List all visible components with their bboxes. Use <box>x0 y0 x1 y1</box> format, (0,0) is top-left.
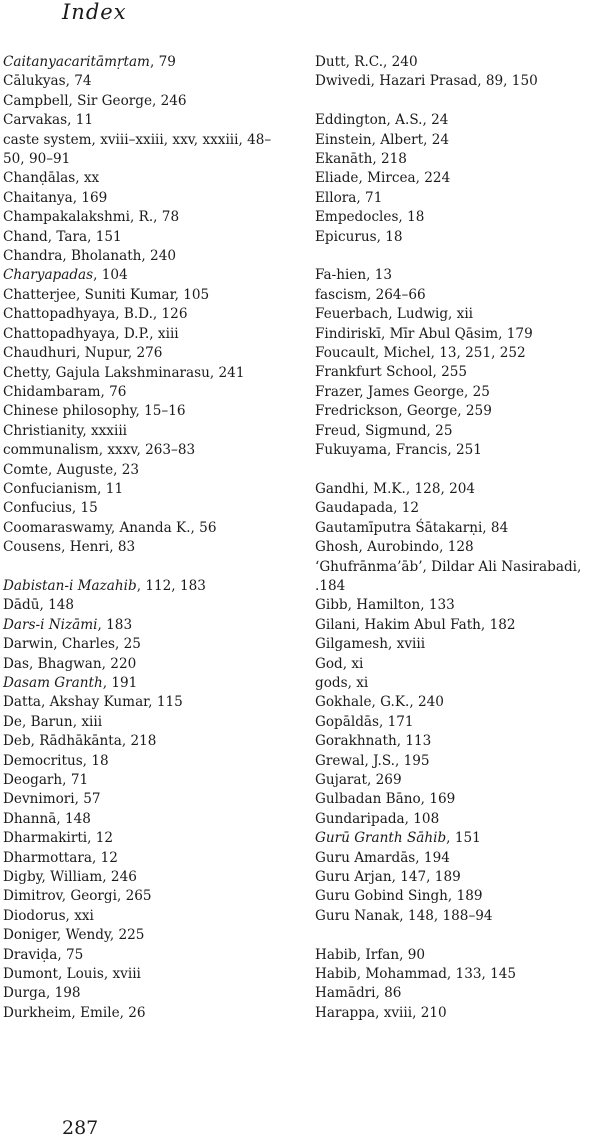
index-entry: Durkheim, Emile, 26 <box>3 1004 146 1021</box>
index-entry: Datta, Akshay Kumar, 115 <box>3 694 183 711</box>
index-entry: Gundaripada, 108 <box>315 810 440 827</box>
index-entry: gods, xi <box>315 674 369 691</box>
index-entry: De, Barun, xiii <box>3 713 103 730</box>
index-entry: Christianity, xxxiii <box>3 422 128 439</box>
index-entry: Campbell, Sir George, 246 <box>3 92 187 109</box>
index-entry: Deogarh, 71 <box>3 772 89 789</box>
index-entry: Epicurus, 18 <box>315 228 403 245</box>
index-entry <box>3 53 298 72</box>
index-entry: Chetty, Gajula Lakshminarasu, 241 <box>3 364 245 381</box>
index-entry-pages: , 79 <box>149 54 176 70</box>
index-letter-gap <box>315 461 600 480</box>
index-entry: Coomaraswamy, Ananda K., 56 <box>3 519 217 536</box>
page-header-title: Index <box>62 0 127 24</box>
index-entry: Guru Nanak, 148, 188–94 <box>315 907 493 924</box>
index-entry: Dimitrov, Georgi, 265 <box>3 888 152 905</box>
index-entry: Chattopadhyaya, B.D., 126 <box>3 306 188 323</box>
index-entry: Grewal, J.S., 195 <box>315 752 430 769</box>
index-entry: Dādū, 148 <box>3 597 75 614</box>
index-entry: Eliade, Mircea, 224 <box>315 170 451 187</box>
index-entry: Fredrickson, George, 259 <box>315 403 492 420</box>
index-entry: Habib, Irfan, 90 <box>315 946 426 963</box>
index-entry: Darwin, Charles, 25 <box>3 636 141 653</box>
index-entry-pages: , 191 <box>102 674 138 691</box>
index-entry: Cousens, Henri, 83 <box>3 539 136 556</box>
index-entry: communalism, xxxv, 263–83 <box>3 442 196 459</box>
index-entry: Gaudapada, 12 <box>315 500 420 517</box>
index-entry: Ghosh, Aurobindo, 128 <box>315 539 474 556</box>
index-entry: Gilani, Hakim Abul Fath, 182 <box>315 616 516 633</box>
index-entry: caste system, xviii–xxiii, xxv, xxxiii, 48– <box>3 131 272 148</box>
index-entry: Gopāldās, 171 <box>315 713 414 730</box>
index-entry: Findiriskī, Mīr Abul Qāsim, 179 <box>315 325 533 342</box>
index-entry-title: Caitanyacaritāmṛtam <box>3 54 150 70</box>
index-entry-continuation: 50, 90–91 <box>3 151 71 168</box>
index-entry: Diodorus, xxi <box>3 907 94 924</box>
index-entry: Frazer, James George, 25 <box>315 383 490 400</box>
index-entry-pages: , 183 <box>97 616 133 633</box>
index-entry <box>3 674 298 693</box>
index-entry: Fa-hien, 13 <box>315 267 393 284</box>
index-entry: Confucius, 15 <box>3 500 98 517</box>
index-column-right <box>315 53 600 1023</box>
index-entry: Guru Amardās, 194 <box>315 849 450 866</box>
index-entry: Frankfurt School, 255 <box>315 364 468 381</box>
index-entry: Draviḍa, 75 <box>3 946 84 963</box>
index-entry: Gautamīputra Śātakarṇi, 84 <box>315 519 509 536</box>
index-entry: Chaitanya, 169 <box>3 189 108 206</box>
index-entry: God, xi <box>315 655 364 672</box>
index-entry: Das, Bhagwan, 220 <box>3 655 137 672</box>
index-entry <box>3 577 298 596</box>
index-entry: fascism, 264–66 <box>315 286 426 303</box>
index-entry: Foucault, Michel, 13, 251, 252 <box>315 345 526 362</box>
index-entry <box>3 266 298 285</box>
index-entry: Fukuyama, Francis, 251 <box>315 442 482 459</box>
index-entry: Habib, Mohammad, 133, 145 <box>315 966 517 983</box>
index-entry <box>315 829 600 848</box>
index-entry: Freud, Sigmund, 25 <box>315 422 453 439</box>
index-entry-title: Charyapadas <box>3 267 94 284</box>
index-letter-gap <box>315 926 600 945</box>
index-entry-title: Dars-i Nizāmi <box>3 616 98 633</box>
index-entry: Gorakhnath, 113 <box>315 733 432 750</box>
index-entry: Gandhi, M.K., 128, 204 <box>315 480 476 497</box>
index-entry-title: Gurū Granth Sāhib <box>315 830 447 847</box>
index-entry-title: Dabistan-i Mazahib <box>3 577 137 594</box>
index-entry: Harappa, xviii, 210 <box>315 1004 447 1021</box>
index-entry: Dumont, Louis, xviii <box>3 966 141 983</box>
index-entry: Empedocles, 18 <box>315 209 425 226</box>
index-letter-gap <box>315 92 600 111</box>
index-entry: Chinese philosophy, 15–16 <box>3 403 186 420</box>
index-entry: Chatterjee, Suniti Kumar, 105 <box>3 286 210 303</box>
index-entry-pages: , 151 <box>446 830 481 847</box>
index-entry: Democritus, 18 <box>3 752 109 769</box>
index-entry-title: Dasam Granth <box>3 674 103 691</box>
index-entry: Deb, Rādhākānta, 218 <box>3 733 157 750</box>
index-entry: Dwivedi, Hazari Prasad, 89, 150 <box>315 73 538 90</box>
index-entry: Doniger, Wendy, 225 <box>3 927 145 944</box>
index-letter-gap <box>3 558 298 577</box>
index-entry: Durga, 198 <box>3 985 81 1002</box>
index-entry: Gulbadan Bāno, 169 <box>315 791 456 808</box>
index-entry: Gujarat, 269 <box>315 771 402 788</box>
index-entry: Champakalakshmi, R., 78 <box>3 209 180 226</box>
index-entry: Chanḍālas, xx <box>3 170 100 187</box>
index-entry: Confucianism, 11 <box>3 480 124 497</box>
index-entry: Gibb, Hamilton, 133 <box>315 597 455 614</box>
index-entry: Hamādri, 86 <box>315 985 402 1002</box>
index-letter-gap <box>315 247 600 266</box>
index-entry: Ellora, 71 <box>315 189 383 206</box>
index-entry-pages: , 112, 183 <box>136 577 206 594</box>
index-entry: Dharmottara, 12 <box>3 849 118 866</box>
index-entry: Chattopadhyaya, D.P., xiii <box>3 325 179 342</box>
index-entry <box>3 616 298 635</box>
index-entry-pages: , 104 <box>93 267 128 284</box>
index-entry: Eddington, A.S., 24 <box>315 112 449 129</box>
index-column-left <box>3 53 298 1023</box>
index-entry: Gokhale, G.K., 240 <box>315 694 444 711</box>
index-entry: Dhannā, 148 <box>3 810 91 827</box>
page-number: 287 <box>62 1117 99 1139</box>
index-entry: Guru Arjan, 147, 189 <box>315 869 461 886</box>
index-entry: Guru Gobind Singh, 189 <box>315 888 483 905</box>
index-entry: Ekanāth, 218 <box>315 151 407 168</box>
index-entry-continuation: .184 <box>315 577 346 594</box>
index-entry: ‘Ghufrānma’āb’, Dildar Ali Nasirabadi, <box>315 558 582 575</box>
index-entry: Digby, William, 246 <box>3 869 137 886</box>
index-entry: Carvakas, 11 <box>3 112 94 129</box>
index-entry: Gilgamesh, xviii <box>315 636 426 653</box>
index-entry: Einstein, Albert, 24 <box>315 131 450 148</box>
index-entry: Chand, Tara, 151 <box>3 228 122 245</box>
index-entry: Dharmakirti, 12 <box>3 830 114 847</box>
index-entry: Chidambaram, 76 <box>3 383 127 400</box>
index-entry: Chaudhuri, Nupur, 276 <box>3 345 163 362</box>
index-entry: Feuerbach, Ludwig, xii <box>315 306 474 323</box>
index-entry: Devnimori, 57 <box>3 791 101 808</box>
index-entry: Comte, Auguste, 23 <box>3 461 140 478</box>
index-entry: Cālukyas, 74 <box>3 73 92 90</box>
index-entry: Chandra, Bholanath, 240 <box>3 248 177 265</box>
index-entry: Dutt, R.C., 240 <box>315 54 418 70</box>
